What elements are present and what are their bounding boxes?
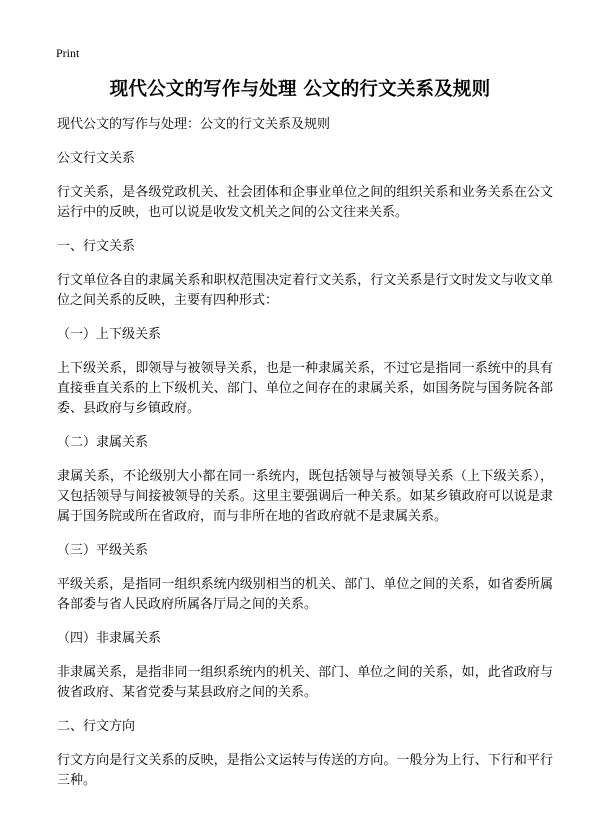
item3-heading: （三）平级关系 bbox=[57, 543, 149, 558]
part1-heading: 一、行文关系 bbox=[57, 239, 136, 254]
item2-heading: （二）隶属关系 bbox=[57, 435, 149, 450]
part2-paragraph: 行文方向是行文关系的反映，是指公文运转与传送的方向。一般分为上行、下行和平行三种。 bbox=[57, 753, 553, 788]
item3-paragraph: 平级关系，是指同一组织系统内级别相当的机关、部门、单位之间的关系，如省委所属各部委与省人民政府所属各厅局之间的关系。 bbox=[57, 577, 553, 612]
item1-paragraph: 上下级关系，即领导与被领导关系，也是一种隶属关系，不过它是指同一系统中的具有直接垂直关系的上下级机关、部门、单位之间存在的隶属关系，如国务院与国务院各部委、县政府与乡镇政府。 bbox=[57, 361, 553, 416]
item2-paragraph: 隶属关系，不论级别大小都在同一系统内，既包括领导与被领导关系（上下级关系），又包括领导与间接被领导的关系。这里主要强调后一种关系。如某乡镇政府可以说是隶属于国务院或所在省政府，而与非所在地的省政府就不是隶属关系。 bbox=[57, 469, 553, 524]
document-title: 现代公文的写作与处理 公文的行文关系及规则 bbox=[109, 79, 491, 100]
item4-heading: （四）非隶属关系 bbox=[57, 631, 162, 646]
document-subtitle: 现代公文的写作与处理：公文的行文关系及规则 bbox=[57, 117, 331, 132]
part1-paragraph: 行文单位各自的隶属关系和职权范围决定着行文关系，行文关系是行文时发文与收文单位之间关系的反映，主要有四种形式： bbox=[57, 273, 553, 308]
print-link[interactable]: Print bbox=[56, 46, 80, 60]
document-body bbox=[57, 115, 553, 791]
item1-heading: （一）上下级关系 bbox=[57, 327, 162, 342]
item4-paragraph: 非隶属关系，是指非同一组织系统内的机关、部门、单位之间的关系，如，此省政府与彼省政府、某省党委与某县政府之间的关系。 bbox=[57, 665, 553, 700]
section-heading-relations: 公文行文关系 bbox=[57, 151, 136, 166]
part2-heading: 二、行文方向 bbox=[57, 719, 136, 734]
intro-paragraph: 行文关系，是各级党政机关、社会团体和企事业单位之间的组织关系和业务关系在公文运行中的反映，也可以说是收发文机关之间的公文往来关系。 bbox=[57, 185, 553, 220]
